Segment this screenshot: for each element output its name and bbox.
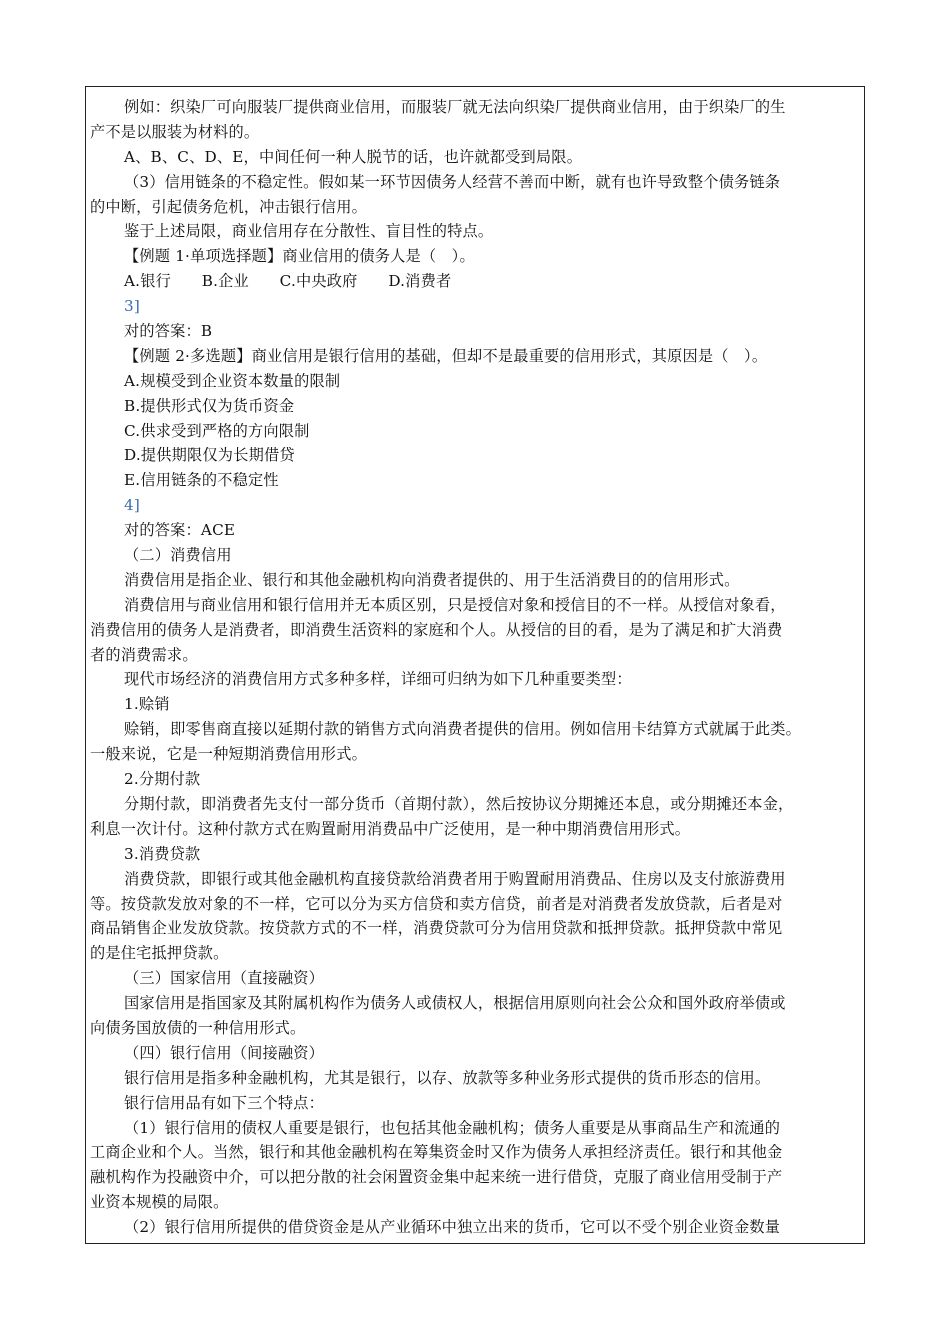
text-line: 产不是以服装为材料的。 — [90, 122, 260, 141]
text-line: 商品销售企业发放贷款。按贷款方式的不一样，消费贷款可分为信用贷款和抵押贷款。抵押贷款中常见 — [90, 919, 783, 938]
text-line: 现代市场经济的消费信用方式多种多样，详细可归纳为如下几种重要类型： — [124, 670, 632, 689]
text-line: （二）消费信用 — [124, 546, 232, 565]
text-line: 银行信用品有如下三个特点： — [124, 1093, 325, 1112]
text-line: 赊销，即零售商直接以延期付款的销售方式向消费者提供的信用。例如信用卡结算方式就属于此类。 — [124, 720, 802, 739]
text-line: 的中断，引起债务危机，冲击银行信用。 — [90, 197, 367, 216]
text-line: 对的答案：B — [124, 322, 213, 341]
document-frame — [85, 86, 865, 1244]
text-line: 消费信用的债务人是消费者，即消费生活资料的家庭和个人。从授信的目的看，是为了满足和扩大消费 — [90, 620, 783, 639]
text-line: A.规模受到企业资本数量的限制 — [124, 371, 341, 390]
text-line: 等。按贷款发放对象的不一样，它可以分为买方信贷和卖方信贷，前者是对消费者发放贷款，后者是对 — [90, 894, 783, 913]
text-line: B.提供形式仅为货币资金 — [124, 396, 295, 415]
text-line: C.供求受到严格的方向限制 — [124, 421, 310, 440]
text-line: 2.分期付款 — [124, 770, 201, 789]
text-line: （3）信用链条的不稳定性。假如某一环节因债务人经营不善而中断，就有也许导致整个债务链条 — [124, 172, 781, 191]
text-line: 一般来说，它是一种短期消费信用形式。 — [90, 745, 367, 764]
text-line: 例如：织染厂可向服装厂提供商业信用，而服装厂就无法向织染厂提供商业信用，由于织染厂的生 — [124, 98, 786, 116]
text-line: 对的答案：ACE — [124, 521, 236, 540]
text-line: 融机构作为投融资中介，可以把分散的社会闲置资金集中起来统一进行借贷，克服了商业信用受制于产 — [90, 1168, 783, 1187]
text-line: 向债务国放债的一种信用形式。 — [90, 1018, 306, 1037]
text-line: 鉴于上述局限，商业信用存在分散性、盲目性的特点。 — [124, 222, 494, 241]
text-line: 业资本规模的局限。 — [90, 1193, 229, 1212]
text-line: E.信用链条的不稳定性 — [124, 471, 279, 490]
reference-marker: 4] — [124, 496, 140, 515]
text-line: （三）国家信用（直接融资） — [124, 969, 325, 988]
text-line: 者的消费需求。 — [90, 645, 198, 664]
text-line: （四）银行信用（间接融资） — [124, 1043, 325, 1062]
text-line: A、B、C、D、E，中间任何一种人脱节的话，也许就都受到局限。 — [124, 147, 583, 166]
text-line: 分期付款，即消费者先支付一部分货币（首期付款），然后按协议分期摊还本息，或分期摊还本金， — [124, 794, 794, 813]
text-line: 利息一次计付。这种付款方式在购置耐用消费品中广泛使用，是一种中期消费信用形式。 — [90, 819, 691, 838]
text-line: A.银行 B.企业 C.中央政府 D.消费者 — [124, 272, 452, 291]
text-line: 银行信用是指多种金融机构，尤其是银行，以存、放款等多种业务形式提供的货币形态的信用。 — [124, 1068, 771, 1087]
text-line: 3.消费贷款 — [124, 844, 201, 863]
text-line: 工商企业和个人。当然，银行和其他金融机构在筹集资金时又作为债务人承担经济责任。银行和其他金 — [90, 1143, 783, 1162]
text-line: 消费信用是指企业、银行和其他金融机构向消费者提供的、用于生活消费目的的信用形式。 — [124, 570, 740, 589]
text-line: 的是住宅抵押贷款。 — [90, 944, 229, 963]
reference-marker: 3] — [124, 297, 140, 316]
text-line: （2）银行信用所提供的借贷资金是从产业循环中独立出来的货币，它可以不受个别企业资金数量 — [124, 1218, 781, 1237]
text-line: D.提供期限仅为长期借贷 — [124, 446, 295, 465]
text-line: （1）银行信用的债权人重要是银行，也包括其他金融机构；债务人重要是从事商品生产和流通的 — [124, 1118, 781, 1137]
text-line: 【例题 2·多选题】商业信用是银行信用的基础，但却不是最重要的信用形式，其原因是（ ）。 — [124, 346, 768, 365]
text-line: 【例题 1·单项选择题】商业信用的债务人是（ ）。 — [124, 247, 475, 266]
text-line: 1.赊销 — [124, 695, 170, 714]
text-line: 消费信用与商业信用和银行信用并无本质区别，只是授信对象和授信目的不一样。从授信对象看， — [124, 595, 786, 614]
text-line: 消费贷款，即银行或其他金融机构直接贷款给消费者用于购置耐用消费品、住房以及支付旅游费用 — [124, 869, 786, 888]
text-line: 国家信用是指国家及其附属机构作为债务人或债权人，根据信用原则向社会公众和国外政府举债或 — [124, 994, 786, 1013]
